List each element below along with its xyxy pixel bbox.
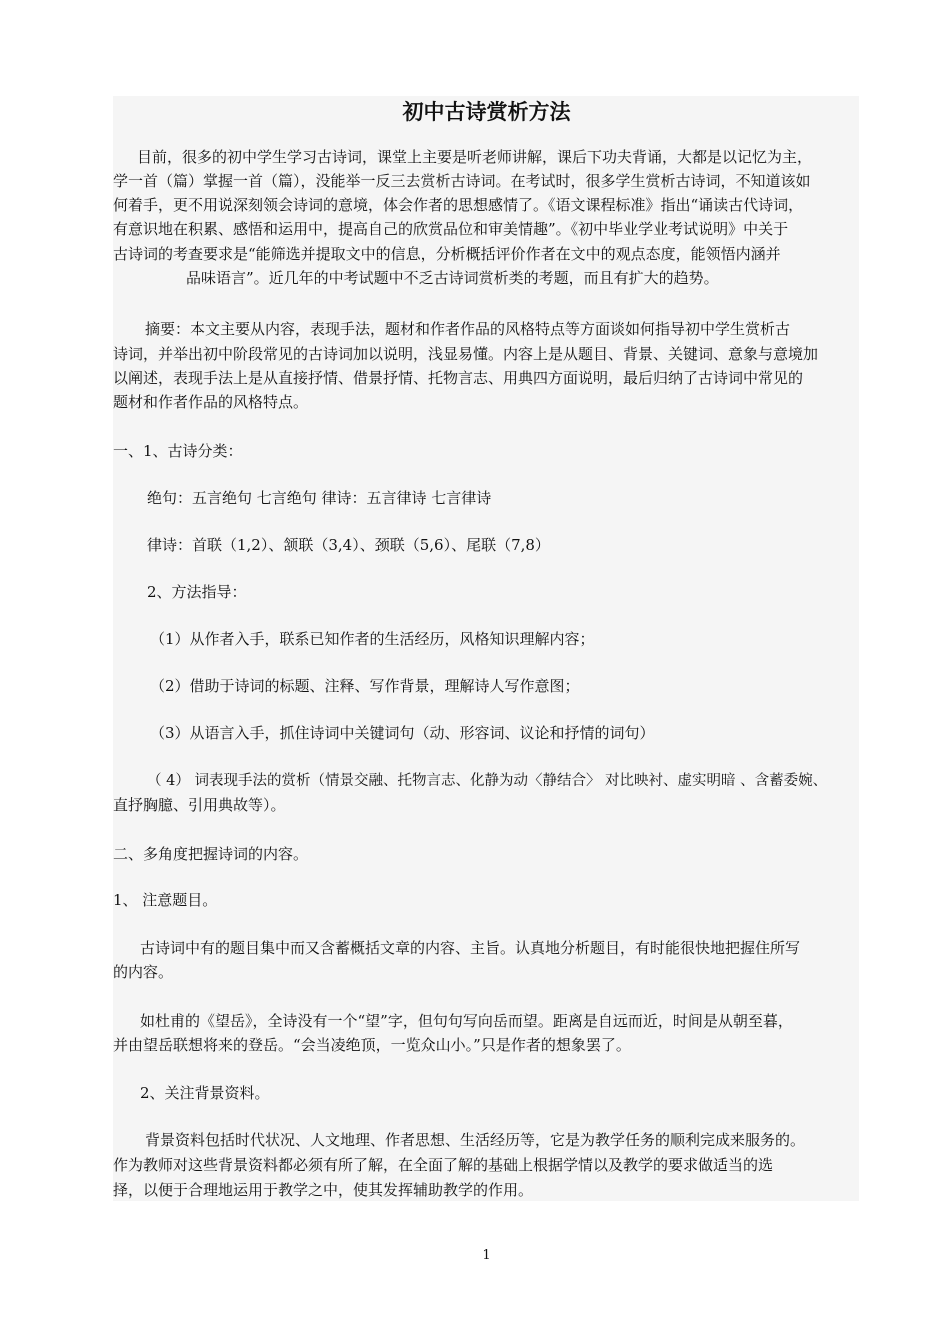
intro-line: 品味语言”。近几年的中考试题中不乏古诗词赏析类的考题，而且有扩大的趋势。	[186, 269, 719, 287]
classification-line: 绝句：五言绝句 七言绝句 律诗：五言律诗 七言律诗	[147, 489, 492, 507]
paragraph-line: 古诗词中有的题目集中而又含蓄概括文章的内容、主旨。认真地分析题目，有时能很快地把握住所写	[140, 939, 801, 957]
background-line: 背景资料包括时代状况、人文地理、作者思想、生活经历等，它是为教学任务的顺利完成来服务的。	[145, 1131, 806, 1149]
intro-line: 古诗词的考查要求是“能筛选并提取文中的信息，分析概括评价作者在文中的观点态度，能领悟内涵并	[113, 245, 781, 263]
document-title: 初中古诗赏析方法	[402, 99, 571, 124]
paragraph-line: 的内容。	[113, 963, 174, 981]
intro-line: 何着手，更不用说深刻领会诗词的意境，体会作者的思想感情了。《语文课程标准》指出“诵读古代诗词，	[113, 196, 804, 214]
method-item: （ 4） 词表现手法的赏析（情景交融、托物言志、化静为动〈静结合〉 对比映衬、虚实明暗 、含蓄委婉、	[147, 773, 828, 789]
intro-line: 目前，很多的初中学生学习古诗词，课堂上主要是听老师讲解，课后下功夫背诵，大都是以记忆为主，	[137, 148, 813, 166]
subsection-heading: 1、 注意题目。	[113, 891, 218, 909]
abstract-line: 诗词，并举出初中阶段常见的古诗词加以说明，浅显易懂。内容上是从题目、背景、关键词、意象与意境加	[113, 345, 819, 363]
abstract-line: 以阐述，表现手法上是从直接抒情、借景抒情、托物言志、用典四方面说明，最后归纳了古诗词中常见的	[113, 369, 804, 387]
background-line: 作为教师对这些背景资料都必须有所了解，在全面了解的基础上根据学情以及教学的要求做适当的选	[113, 1156, 774, 1174]
abstract-line: 题材和作者作品的风格特点。	[113, 393, 309, 411]
page-number: 1	[482, 1248, 491, 1263]
method-item: （1）从作者入手，联系已知作者的生活经历，风格知识理解内容；	[150, 630, 595, 648]
abstract-line: 摘要：本文主要从内容，表现手法，题材和作者作品的风格特点等方面谈如何指导初中学生赏析古	[145, 320, 791, 338]
intro-line: 学一首（篇）掌握一首（篇），没能举一反三去赏析古诗词。在考试时，很多学生赏析古诗词，不知道该如	[113, 172, 811, 190]
classification-line: 律诗：首联（1,2）、颔联（3,4）、颈联（5,6）、尾联（7,8）	[147, 536, 550, 554]
method-item: （2）借助于诗词的标题、注释、写作背景，理解诗人写作意图；	[150, 677, 580, 695]
method-item: 直抒胸臆、引用典故等）。	[113, 796, 286, 814]
section-heading: 二、多角度把握诗词的内容。	[113, 845, 309, 863]
subsection-heading: 2、关注背景资料。	[140, 1084, 270, 1102]
example-line: 如杜甫的《望岳》，全诗没有一个“望”字，但句句写向岳而望。距离是自远而近，时间是从朝至暮，	[140, 1012, 793, 1030]
section-heading: 一、1、古诗分类：	[113, 442, 243, 460]
example-line: 并由望岳联想将来的登岳。“会当凌绝顶，一览众山小。”只是作者的想象罢了。	[113, 1036, 631, 1054]
method-item: （3）从语言入手，抓住诗词中关键词句（动、形容词、议论和抒情的词句）	[150, 724, 655, 742]
intro-line: 有意识地在积累、感悟和运用中，提高自己的欣赏品位和审美情趣”。《初中毕业学业考试说明》中关于	[113, 220, 789, 238]
background-line: 择，以便于合理地运用于教学之中，使其发挥辅助教学的作用。	[113, 1181, 534, 1199]
subsection-heading: 2、方法指导：	[147, 583, 247, 601]
